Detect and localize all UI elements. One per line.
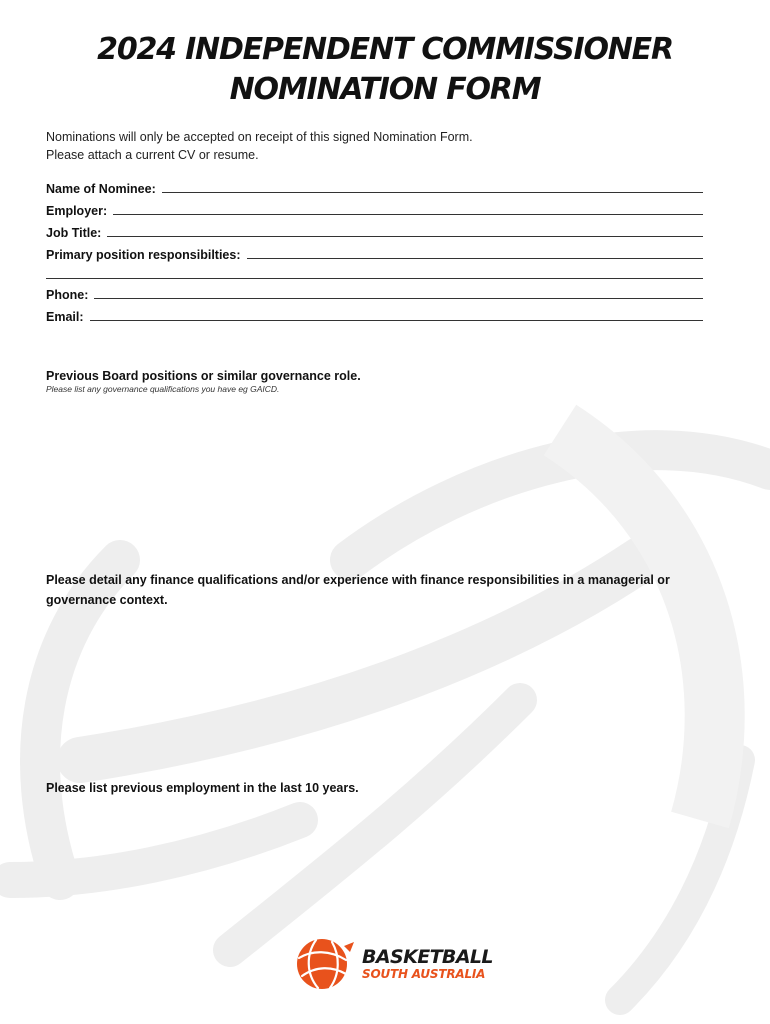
email-field[interactable] [46, 306, 703, 324]
basketball-sa-logo [294, 936, 493, 992]
email-line[interactable] [90, 320, 703, 321]
email-label: Email: [46, 310, 84, 324]
phone-field[interactable] [46, 284, 703, 302]
phone-line[interactable] [94, 298, 703, 299]
employer-label: Employer: [46, 204, 108, 218]
responsibilities-continuation-line[interactable] [46, 278, 703, 279]
page-title [0, 30, 770, 110]
title-line-1: 2024 INDEPENDENT COMMISSIONER [97, 32, 673, 67]
intro-line-2: Please attach a current CV or resume. [46, 148, 259, 162]
responsibilities-field[interactable] [46, 244, 703, 262]
employer-field[interactable] [46, 200, 703, 218]
employer-line[interactable] [113, 214, 703, 215]
intro-line-1: Nominations will only be accepted on receipt of this signed Nomination Form. [46, 130, 473, 144]
employment-heading: Please list previous employment in the last 10 years. [46, 781, 359, 795]
phone-label: Phone: [46, 288, 89, 302]
board-positions-note: Please list any governance qualifications you have eg GAICD. [46, 384, 280, 394]
job-title-field[interactable] [46, 222, 703, 240]
responsibilities-continuation-field[interactable] [46, 264, 703, 282]
logo-line-2: SOUTH AUSTRALIA [362, 967, 486, 981]
nominee-name-label: Name of Nominee: [46, 182, 156, 196]
job-title-line[interactable] [107, 236, 703, 237]
job-title-label: Job Title: [46, 226, 102, 240]
responsibilities-line[interactable] [247, 258, 704, 259]
nominee-name-line[interactable] [162, 192, 703, 193]
logo-wordmark [362, 947, 493, 981]
logo-line-1: BASKETBALL [362, 946, 493, 968]
title-line-2: NOMINATION FORM [229, 72, 541, 107]
responsibilities-label: Primary position responsibilties: [46, 248, 241, 262]
intro-text [46, 128, 473, 164]
board-positions-heading: Previous Board positions or similar governance role. [46, 369, 361, 383]
finance-heading: Please detail any finance qualifications and/or experience with finance responsibilities in a managerial or governance context. [46, 573, 670, 607]
basketball-icon [294, 936, 356, 992]
nominee-name-field[interactable] [46, 178, 703, 196]
